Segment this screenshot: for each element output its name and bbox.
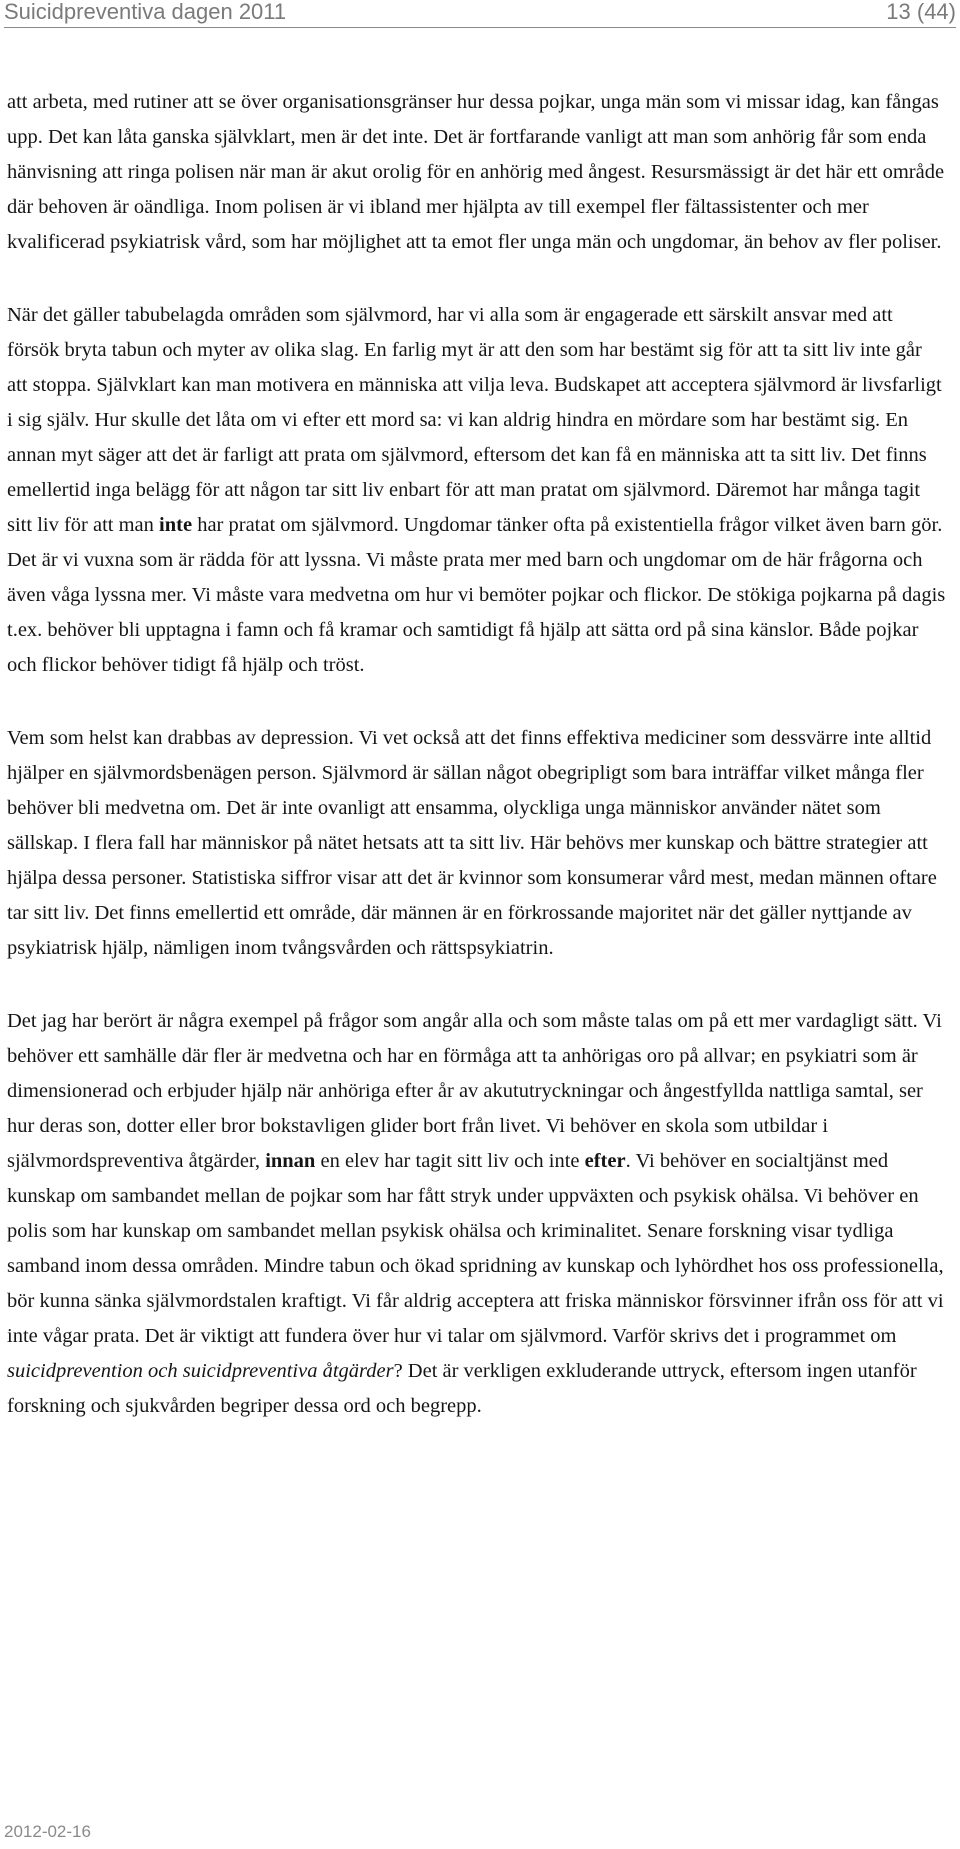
document-title: Suicidpreventiva dagen 2011 — [4, 0, 287, 24]
paragraph-1: att arbeta, med rutiner att se över organisationsgränser hur dessa pojkar, unga män som vi missar idag, kan fångas upp. Det kan låta ganska självklart, men är det inte. Det är fortfarande vanligt att man som anhörig får som enda hänvisning att ringa polisen när man är akut orolig för en anhörig med ångest. Resursmässigt är det här ett område där behoven är oändliga. Inom polisen är vi ibland mer hjälpta av till exempel fler fältassistenter och mer kvalificerad psykiatrisk vård, som har möjlighet att ta emot fler unga män och ungdomar, än behov av fler poliser. — [7, 91, 945, 253]
page-header — [4, 0, 956, 28]
paragraph-4-text-a: Det jag har berört är några exempel på frågor som angår alla och som måste talas om på ett mer vardagligt sätt. Vi behöver ett samhälle där fler är medvetna och har en förmåga att ta anhörigas oro på allvar; en psykiatri som är dimensionerad och erbjuder hjälp när anhöriga efter år av akututryckningar och ångestfyllda nattliga samtal, ser hur deras son, dotter eller bror bokstavligen glider bort från livet. Vi behöver en skola som utbildar i självmordspreventiva åtgärder, — [7, 1010, 942, 1172]
paragraph-4-text-c: . Vi behöver en socialtjänst med kunskap om sambandet mellan de pojkar som har fått stryk under uppväxten och psykisk ohälsa. Vi behöver en polis som har kunskap om sambandet mellan psykisk ohälsa och kriminalitet. Senare forskning visar tydliga samband inom dessa områden. Mindre tabun och ökad spridning av kunskap och lyhördhet hos oss professionella, bör kunna sänka självmordstalen kraftigt. Vi får aldrig acceptera att friska människor försvinner ifrån oss för att vi inte vågar prata. Det är viktigt att fundera över hur vi talar om självmord. Varför skrivs det i programmet om — [7, 1150, 944, 1347]
footer-date: 2012-02-16 — [4, 1822, 91, 1841]
paragraph-4-text-d: ? Det är verkligen exkluderande uttryck, eftersom ingen utanför forskning och sjukvården begriper dessa ord och begrepp. — [7, 1360, 917, 1417]
paragraph-4 — [7, 1004, 946, 1424]
paragraph-2-bold-inte: inte — [159, 514, 193, 536]
paragraph-4-bold-innan: innan — [265, 1150, 316, 1172]
paragraph-2-text-b: har pratat om självmord. Ungdomar tänker ofta på existentiella frågor vilket även barn gör. Det är vi vuxna som är rädda för att lyssna. Vi måste prata mer med barn och ungdomar om de här frågorna och även våga lyssna mer. Vi måste vara medvetna om hur vi bemöter pojkar och flickor. De stökiga pojkarna på dagis t.ex. behöver bli upptagna i famn och få kramar och samtidigt få hjälp att sätta ord på sina känslor. Både pojkar och flickor behöver tidigt få hjälp och tröst. — [7, 514, 946, 676]
document-body — [7, 85, 946, 1424]
paragraph-2-text-a: När det gäller tabubelagda områden som självmord, har vi alla som är engagerade ett särskilt ansvar med att försök bryta tabun och myter av olika slag. En farlig myt är att den som har bestämt sig för att ta sitt liv inte går att stoppa. Självklart kan man motivera en människa att vilja leva. Budskapet att acceptera självmord är livsfarligt i sig själv. Hur skulle det låta om vi efter ett mord sa: vi kan aldrig hindra en mördare som har bestämt sig. En annan myt säger att det är farligt att prata om självmord, eftersom det kan få en människa att ta sitt liv. Det finns emellertid inga belägg för att någon tar sitt liv enbart för att man pratat om självmord. Däremot har många tagit sitt liv för att man — [7, 304, 942, 536]
paragraph-3: Vem som helst kan drabbas av depression. Vi vet också att det finns effektiva mediciner som dessvärre inte alltid hjälper en självmordsbenägen person. Självmord är sällan något obegripligt som bara inträffar vilket många fler behöver bli medvetna om. Det är inte ovanligt att ensamma, olyckliga unga människor använder nätet som sällskap. I flera fall har människor på nätet hetsats att ta sitt liv. Här behövs mer kunskap och bättre strategier att hjälpa dessa personer. Statistiska siffror visar att det är kvinnor som konsumerar vård mest, medan männen oftare tar sitt liv. Det finns emellertid ett område, där männen är en förkrossande majoritet när det gäller nyttjande av psykiatrisk hjälp, nämligen inom tvångsvården och rättspsykiatrin. — [7, 727, 937, 959]
paragraph-2 — [7, 298, 946, 683]
paragraph-4-bold-efter: efter — [584, 1150, 626, 1172]
paragraph-4-italic-terms: suicidprevention och suicidpreventiva åtgärder — [7, 1360, 394, 1382]
paragraph-4-text-b: en elev har tagit sitt liv och inte — [315, 1150, 585, 1172]
page-number: 13 (44) — [886, 0, 956, 24]
